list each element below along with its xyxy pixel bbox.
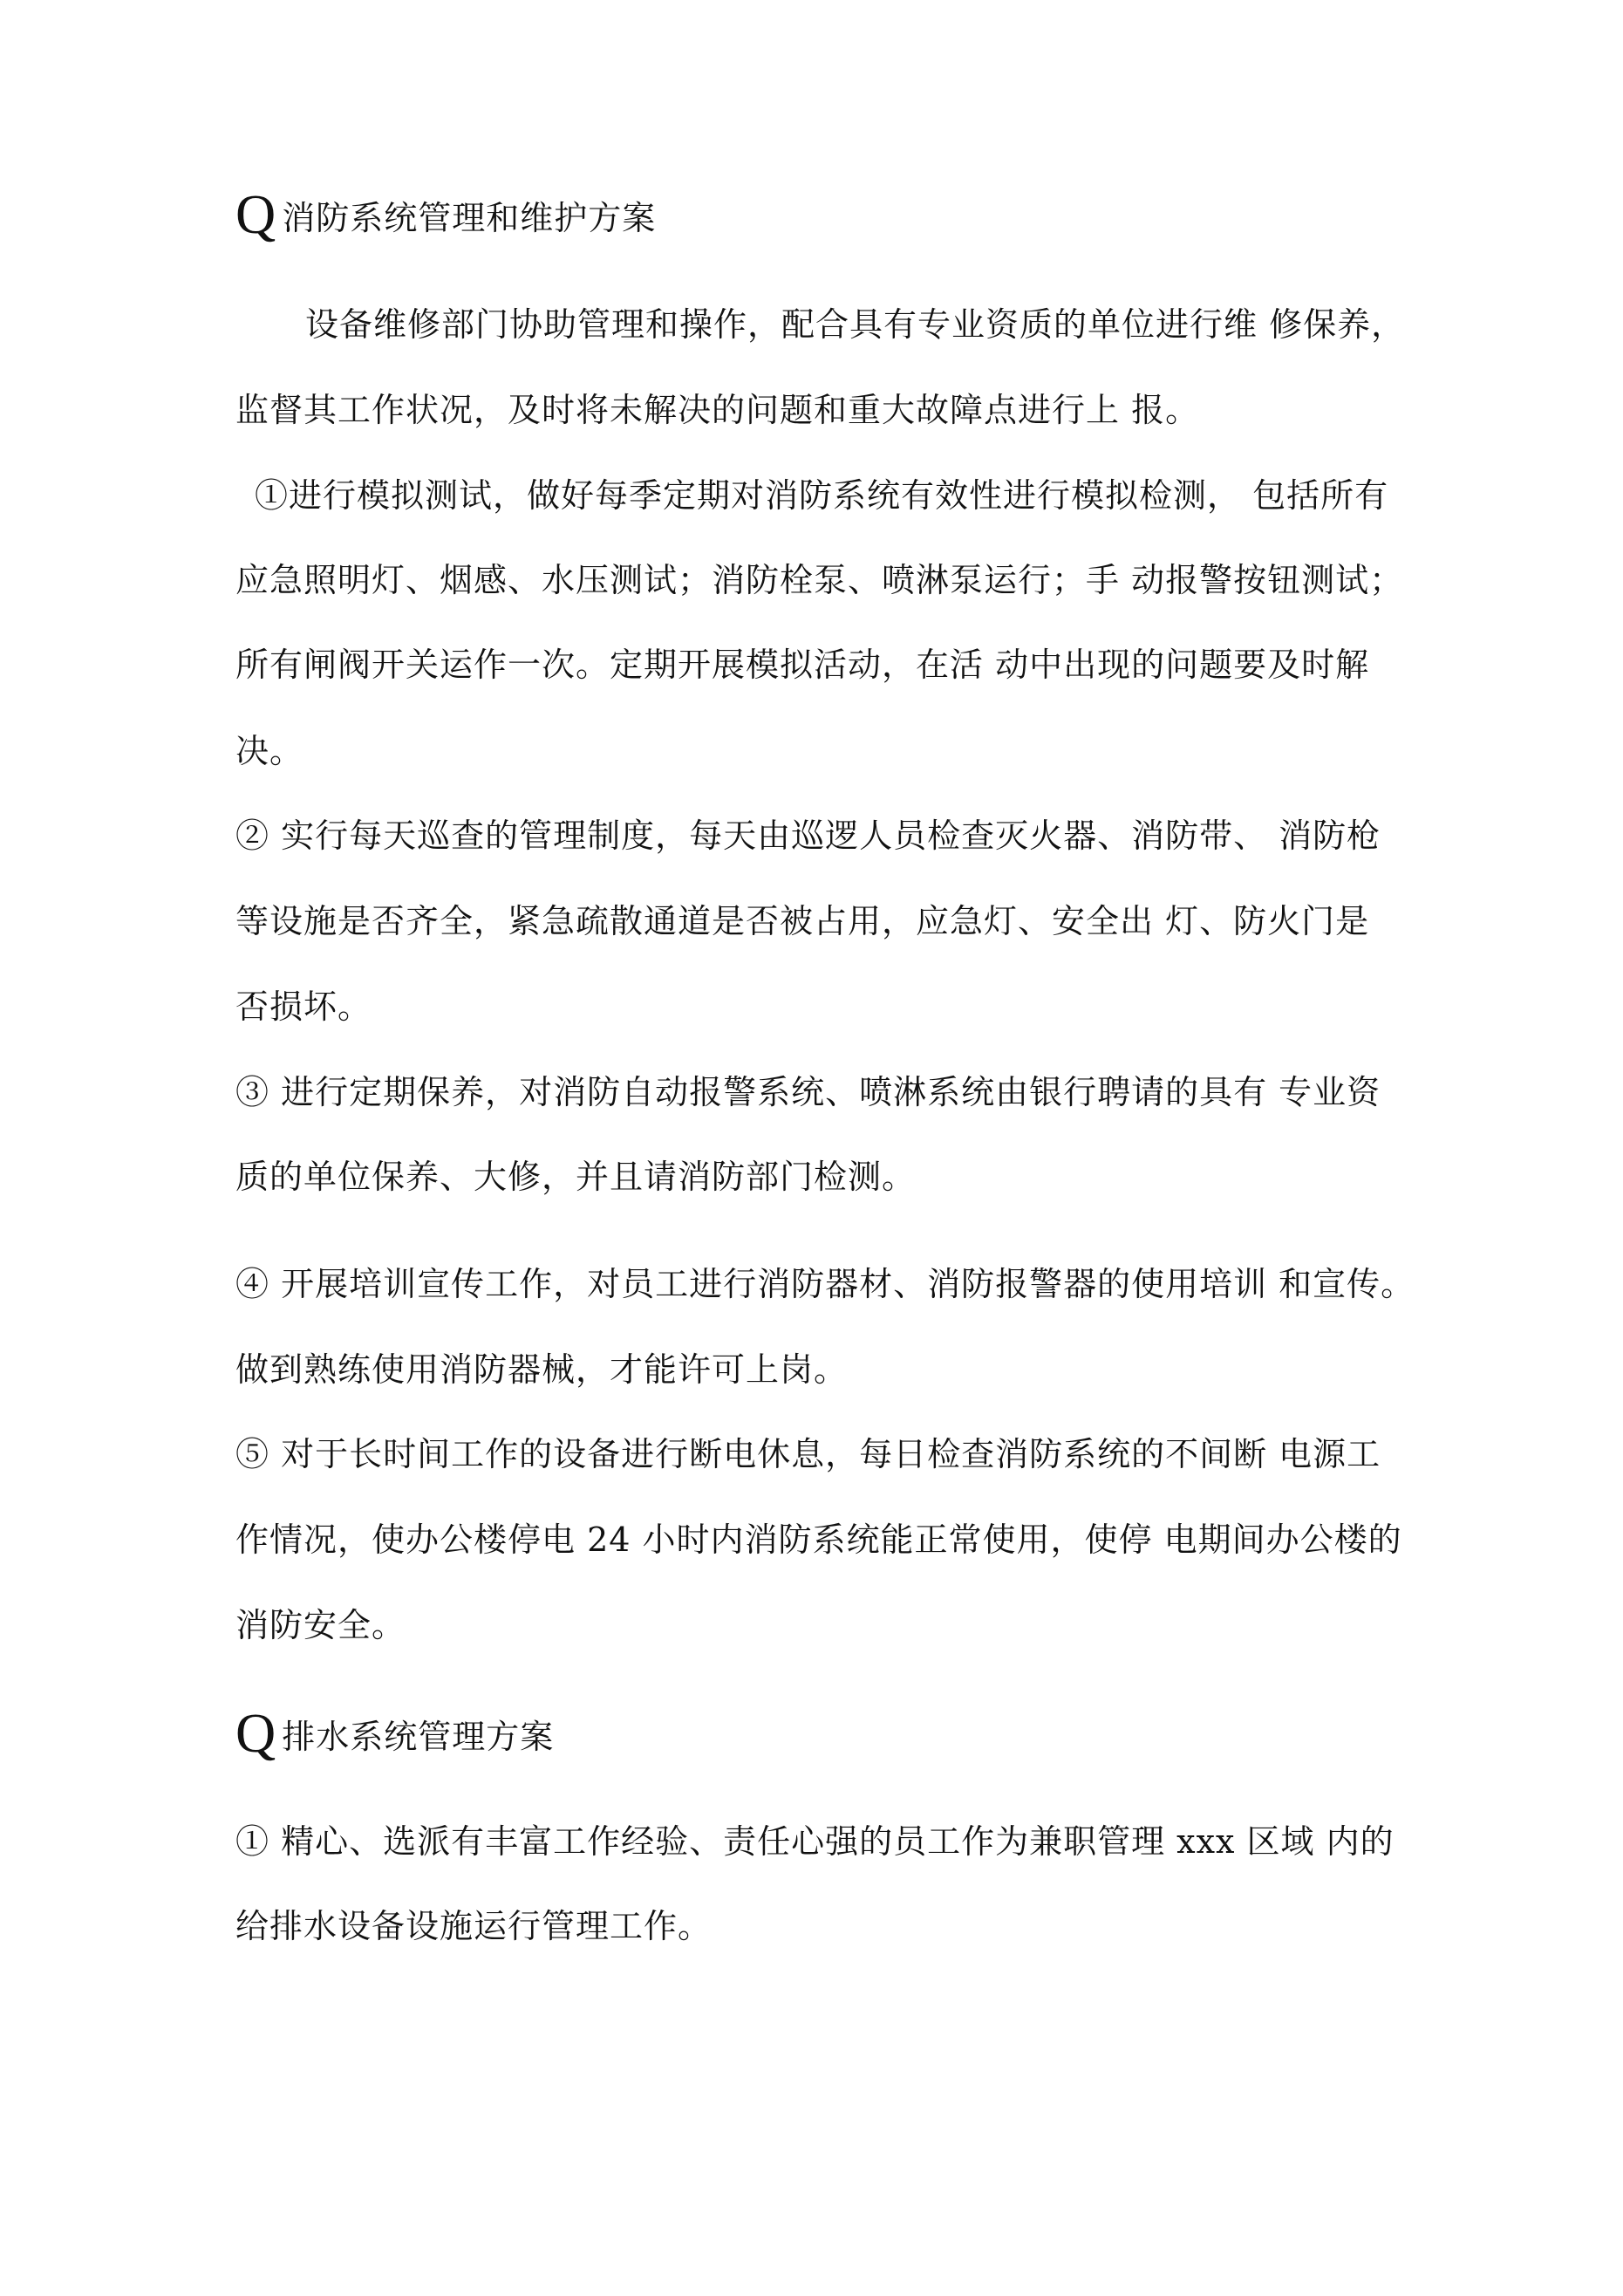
section-heading-fire-system [235,183,657,245]
paragraph-line: 决。 [235,732,304,770]
paragraph-line: 质的单位保养、大修，并且请消防部门检测。 [235,1158,917,1196]
paragraph-line: 消防安全。 [235,1606,406,1644]
paragraph-line: ② 实行每天巡查的管理制度，每天由巡逻人员检查灭火器、消防带、 消防枪 [235,817,1381,855]
paragraph-line: 所有闸阀开关运作一次。定期开展模拟活动，在活 动中出现的问题要及时解 [235,646,1370,684]
paragraph-line: 否损坏。 [235,987,372,1026]
paragraph-line: 监督其工作状况，及时将未解决的问题和重大故障点进行上 报。 [235,391,1200,429]
paragraph-line: 作情况，使办公楼停电 24 小时内消防系统能正常使用，使停 电期间办公楼的 [235,1520,1402,1559]
paragraph-line: ①进行模拟测试，做好每季定期对消防系统有效性进行模拟检测， 包括所有 [255,476,1389,515]
paragraph-line: ⑤ 对于长时间工作的设备进行断电休息，每日检查消防系统的不间断 电源工 [235,1435,1381,1473]
paragraph-line: ④ 开展培训宣传工作，对员工进行消防器材、消防报警器的使用培训 和宣传。 [235,1265,1415,1303]
heading-marker: Q [235,183,277,245]
paragraph-line: ① 精心、选派有丰富工作经验、责任心强的员工作为兼职管理 xxx 区域 内的 [235,1822,1395,1861]
heading-marker: Q [235,1702,277,1764]
section-title: 消防系统管理和维护方案 [282,199,657,237]
paragraph-line: 给排水设备设施运行管理工作。 [235,1907,713,1945]
paragraph-line: 设备维修部门协助管理和操作，配合具有专业资质的单位进行维 修保养， [305,305,1406,344]
paragraph-line: 做到熟练使用消防器械，才能许可上岗。 [235,1350,849,1389]
section-title: 排水系统管理方案 [282,1718,555,1756]
paragraph-line: 等设施是否齐全，紧急疏散通道是否被占用，应急灯、安全出 灯、防火门是 [235,902,1370,940]
paragraph-line: 应急照明灯、烟感、水压测试；消防栓泵、喷淋泵运行；手 动报警按钮测试； [235,561,1404,599]
section-heading-drainage-system [235,1702,555,1764]
paragraph-line: ③ 进行定期保养，对消防自动报警系统、喷淋系统由银行聘请的具有 专业资 [235,1073,1381,1111]
